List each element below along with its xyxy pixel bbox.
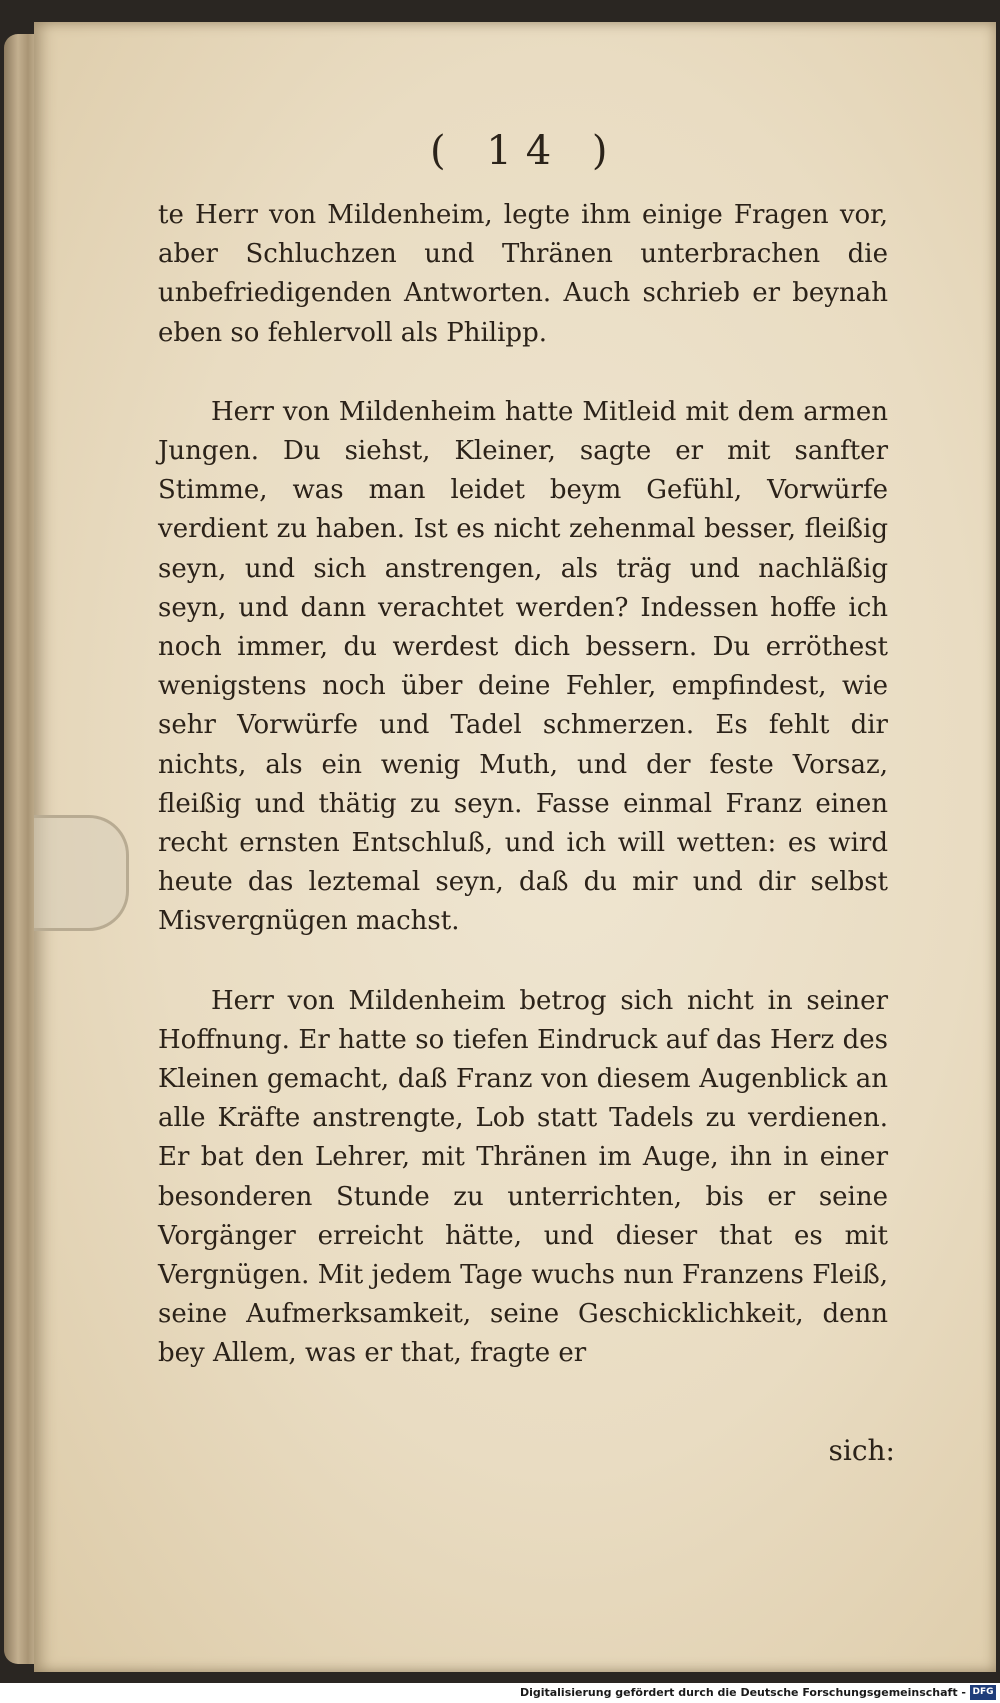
- paragraph-3: Herr von Mildenheim betrog sich nicht in seiner Hoffnung. Er hatte so tiefen Eindruck auf das Herz des Kleinen gemacht, daß Franz von diesem Augenblick an alle Kräfte anstrengte, Lob statt Tadels zu verdienen. Er bat den Lehrer, mit Thränen im Auge, ihn in einer besonderen Stunde zu unterrichten, bis er seine Vorgänger erreicht hätte, und dieser that es mit Vergnügen. Mit jedem Tage wuchs nun Franzens Fleiß, seine Aufmerksamkeit, seine Geschicklichkeit, denn bey Allem, was er that, fragte er: [158, 985, 888, 1369]
- funding-credit: Digitalisierung gefördert durch die Deutsche Forschungsgemeinschaft -: [519, 1686, 966, 1699]
- paragraph-1: te Herr von Mildenheim, legte ihm einige Fragen vor, aber Schluchzen und Thränen unterbrachen die unbefriedigenden Antworten. Auch schrieb er beynah eben so fehlervoll als Philipp.: [158, 200, 888, 348]
- page-body: [158, 196, 888, 1374]
- paragraph-2: Herr von Mildenheim hatte Mitleid mit dem armen Jungen. Du siehst, Kleiner, sagte er mit sanfter Stimme, was man leidet beym Gefühl, Vorwürfe verdient zu haben. Ist es nicht zehenmal besser, fleißig seyn, und sich anstrengen, als träg und nachläßig seyn, und dann verachtet werden? Indessen hoffe ich noch immer, du werdest dich bessern. Du erröthest wenigstens noch über deine Fehler, empfindest, wie sehr Vorwürfe und Tadel schmerzen. Es fehlt dir nichts, als ein wenig Muth, und der feste Vorsaz, fleißig und thätig zu seyn. Fasse einmal Franz einen recht ernsten Entschluß, und ich will wetten: es wird heute das leztemal seyn, daß du mir und dir selbst Misvergnügen machst.: [158, 396, 888, 937]
- digitization-footer: [0, 1683, 1000, 1703]
- page-tab-marker: [34, 815, 129, 931]
- dfg-logo: DFG: [970, 1685, 996, 1700]
- catchword: sich:: [828, 1434, 895, 1467]
- page-number: ( 14 ): [430, 128, 622, 174]
